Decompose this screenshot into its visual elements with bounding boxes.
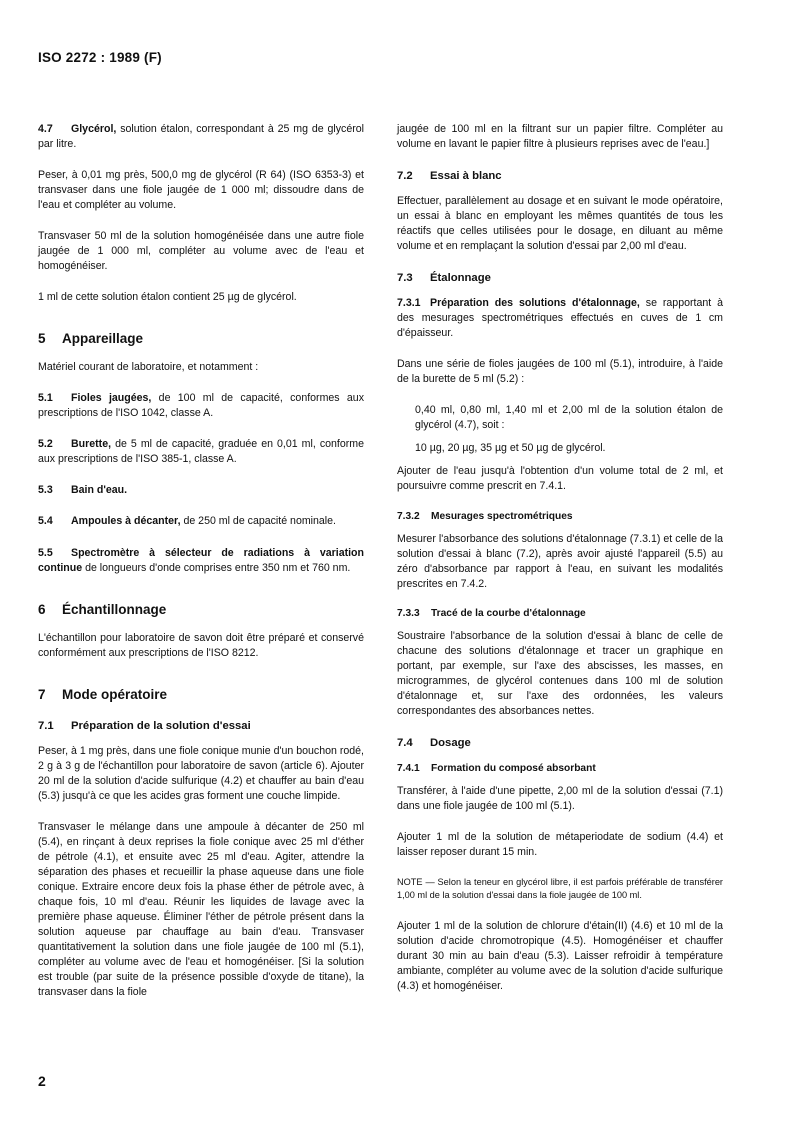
clause-4-7 (38, 122, 364, 152)
section-5-heading: 5 Appareillage (38, 331, 144, 347)
paragraph: Soustraire l'absorbance de la solution d'essai à blanc de celle de chacune des solutions d'étalonnage et tracer un graphique en portant, par exemple, sur l'axe des abscisses, les masses, en microgrammes, de glycérol contenues dans 100 ml de solution d'étalonnage et, sur l'axe des ordonnées, les valeurs correspondantes des absorbances nettes. (397, 629, 723, 717)
right-column (397, 122, 723, 1010)
paragraph: Matériel courant de laboratoire, et notamment : (38, 361, 259, 374)
clause-title: Glycérol, (71, 123, 117, 135)
paragraph: Dans une série de fioles jaugées de 100 ml (5.1), introduire, à l'aide de la burette de 5 ml (5.2) : (397, 358, 723, 386)
paragraph: jaugée de 100 ml en la filtrant sur un papier filtre. Compléter au volume en lavant le papier filtre à plusieurs reprises avec de l'eau.] (397, 123, 723, 151)
paragraph: Transférer, à l'aide d'une pipette, 2,00 ml de la solution d'essai (7.1) dans une fiole jaugée de 100 ml (5.1). (397, 784, 723, 812)
section-7-1-heading: 7.1 Préparation de la solution d'essai (38, 719, 251, 732)
section-6-heading: 6 Échantillonnage (38, 601, 167, 617)
section-7-3-3-heading: 7.3.3 Tracé de la courbe d'étalonnage (397, 607, 586, 619)
paragraph: Peser, à 1 mg près, dans une fiole conique munie d'un bouchon rodé, 2 g à 3 g de l'échantillon pour laboratoire de savon (article 6). Ajouter 20 ml de la solution d'acide sulfurique (4.2) et chauffer au bain d'eau (5.3) jusqu'à ce que les acides gras forment une couche limpide. (38, 744, 364, 802)
clause-number: 4.7 (38, 123, 53, 135)
paragraph: Ajouter 1 ml de la solution de chlorure d'étain(II) (4.6) et 10 ml de la solution d'acide chromotropique (4.5). Homogénéiser et chauffer durant 30 min au bain d'eau (5.3). Laisser refroidir à température ambiante, compléter au volume avec de la solution d'acide sulfurique (4.3) et homogénéiser. (397, 919, 723, 992)
clause-5-3: 5.3 Bain d'eau. (38, 484, 128, 497)
paragraph: Transvaser 50 ml de la solution homogénéisée dans une autre fiole jaugée de 1 000 ml, compléter au volume avec de l'eau et homogénéiser. (38, 230, 364, 273)
section-7-2-heading: 7.2 Essai à blanc (397, 170, 502, 183)
paragraph: L'échantillon pour laboratoire de savon doit être préparé et conservé conformément aux prescriptions de l'ISO 8212. (38, 631, 364, 659)
paragraph: Mesurer l'absorbance des solutions d'étalonnage (7.3.1) et celle de la solution d'essai à blanc (7.2), après avoir ajusté l'appareil (5.5) au zéro d'absorbance par rapport à l'eau, en suivant les modalités prescrites en 7.4.2. (397, 532, 723, 590)
left-column (38, 122, 364, 1016)
clause-5-1: 5.1 Fioles jaugées, de 100 ml de capacité, conformes aux prescriptions de l'ISO 1042, classe A. (38, 392, 364, 420)
clause-5-4: 5.4 Ampoules à décanter, de 250 ml de capacité nominale. (38, 515, 336, 528)
section-7-3-heading: 7.3 Étalonnage (397, 272, 491, 285)
paragraph: Transvaser le mélange dans une ampoule à décanter de 250 ml (5.4), en rinçant à deux reprises la fiole conique avec 25 ml d'éther de pétrole (4.1), et ensuite avec 25 ml d'eau. Agiter, attendre la séparation des phases et recueillir la phase aqueuse dans une fiole conique. Extraire encore deux fois la phase éther de pétrole avec, à chaque fois, 10 ml d'eau. Réunir les liquides de lavage avec la première phase aqueuse. Éliminer l'éther de pétrole présent dans la solution aqueuse par chauffage au bain d'eau. Transvaser quantitativement la solution dans une fiole jaugée de 100 ml (5.1), compléter au volume avec de l'eau et homogénéiser. [Si la solution est trouble (par suite de la présence possible d'oxyde de titane), la transvaser dans la fiole (38, 820, 364, 999)
section-7-heading: 7 Mode opératoire (38, 686, 168, 702)
clause-5-2: 5.2 Burette, de 5 ml de capacité, graduée en 0,01 ml, conforme aux prescriptions de l'ISO 385-1, classe A. (38, 438, 364, 466)
section-7-4-1-heading: 7.4.1 Formation du composé absorbant (397, 762, 596, 774)
paragraph: Effectuer, parallèlement au dosage et en suivant le mode opératoire, un essai à blanc en employant les mêmes quantités de tous les réactifs que celles utilisées pour le dosage, en diluant au même volume et en remplaçant la solution d'essai par 2,00 ml d'eau. (397, 195, 723, 253)
document-header: ISO 2272 : 1989 (F) (38, 50, 162, 65)
indented-item: 10 µg, 20 µg, 35 µg et 50 µg de glycérol. (415, 442, 606, 455)
clause-5-5: 5.5 Spectromètre à sélecteur de radiations à variation continue de longueurs d'onde comprises entre 350 nm et 760 nm. (38, 546, 364, 574)
paragraph: Ajouter de l'eau jusqu'à l'obtention d'un volume total de 2 ml, et poursuivre comme prescrit en 7.4.1. (397, 465, 723, 493)
note: NOTE — Selon la teneur en glycérol libre, il est parfois préférable de transférer 1,00 ml de la solution d'essai dans la fiole jaugée de 100 ml. (397, 876, 723, 901)
clause-7-3-1: 7.3.1 Préparation des solutions d'étalonnage, se rapportant à des mesurages spectrométriques effectués en cuves de 1 cm d'épaisseur. (397, 297, 723, 340)
page-number: 2 (38, 1073, 46, 1089)
clause-text: solution étalon, correspondant à 25 mg de glycérol par litre. (38, 123, 364, 151)
indented-item: 0,40 ml, 0,80 ml, 1,40 ml et 2,00 ml de la solution étalon de glycérol (4.7), soit : (415, 404, 723, 432)
section-7-3-2-heading: 7.3.2 Mesurages spectrométriques (397, 510, 573, 522)
paragraph: Peser, à 0,01 mg près, 500,0 mg de glycérol (R 64) (ISO 6353-3) et transvaser dans une fiole jaugée de 1 000 ml; dissoudre dans de l'eau et compléter au volume. (38, 169, 364, 212)
paragraph: Ajouter 1 ml de la solution de métaperiodate de sodium (4.4) et laisser reposer durant 15 min. (397, 830, 723, 858)
paragraph: 1 ml de cette solution étalon contient 25 µg de glycérol. (38, 291, 297, 304)
section-7-4-heading: 7.4 Dosage (397, 736, 471, 749)
